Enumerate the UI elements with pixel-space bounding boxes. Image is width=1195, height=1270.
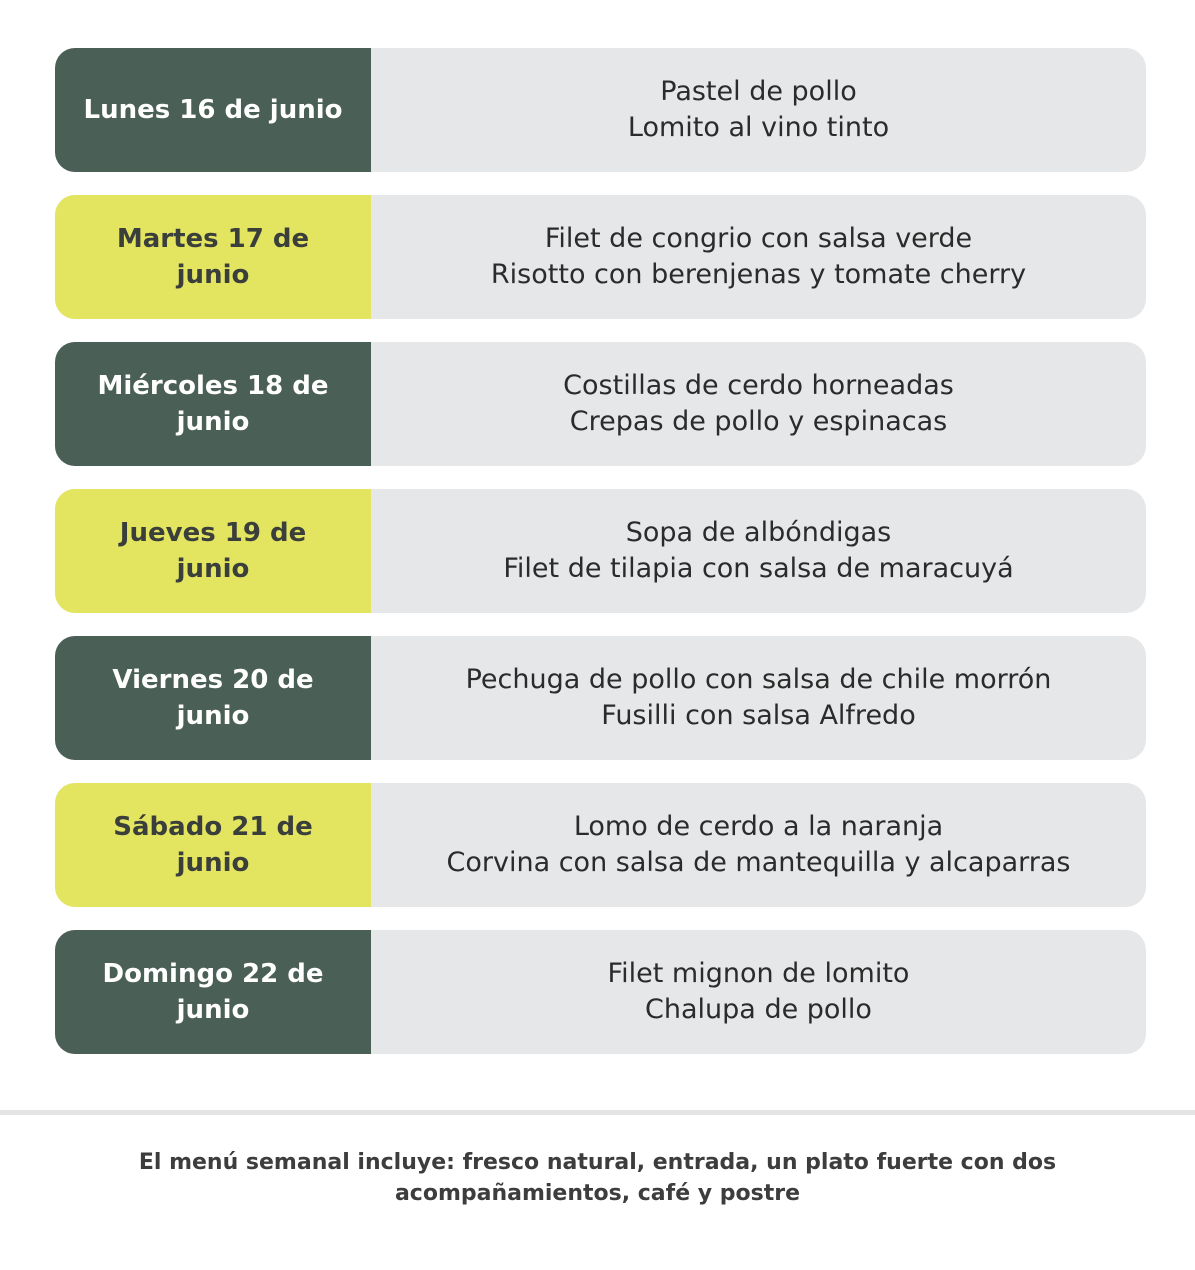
day-label: Viernes 20 de junio (55, 636, 371, 760)
menu-row-monday (55, 48, 1146, 172)
dish-item: Pechuga de pollo con salsa de chile morrón (465, 664, 1052, 695)
dish-item: Filet mignon de lomito (607, 958, 910, 989)
menu-row-sunday (55, 930, 1146, 1054)
day-label: Sábado 21 de junio (55, 783, 371, 907)
dish-item: Risotto con berenjenas y tomate cherry (490, 259, 1027, 290)
dish-list (371, 342, 1146, 466)
menu-includes-note: El menú semanal incluye: fresco natural, entrada, un plato fuerte con dos acompañamientos, café y postre (138, 1150, 1057, 1206)
day-label: Jueves 19 de junio (55, 489, 371, 613)
day-label: Miércoles 18 de junio (55, 342, 371, 466)
footer-divider (0, 1110, 1195, 1115)
dish-list (371, 783, 1146, 907)
dish-item: Pastel de pollo (660, 76, 857, 107)
day-label: Lunes 16 de junio (55, 48, 371, 172)
menu-row-thursday (55, 489, 1146, 613)
dish-item: Chalupa de pollo (645, 994, 872, 1025)
dish-item: Fusilli con salsa Alfredo (601, 700, 916, 731)
dish-list (371, 636, 1146, 760)
day-label: Domingo 22 de junio (55, 930, 371, 1054)
dish-item: Lomito al vino tinto (627, 112, 890, 143)
dish-item: Costillas de cerdo horneadas (563, 370, 954, 401)
dish-list (371, 489, 1146, 613)
dish-item: Lomo de cerdo a la naranja (573, 811, 944, 842)
dish-item: Crepas de pollo y espinacas (569, 406, 948, 437)
dish-item: Corvina con salsa de mantequilla y alcaparras (446, 847, 1071, 878)
dish-list (371, 930, 1146, 1054)
dish-list (371, 48, 1146, 172)
dish-item: Filet de congrio con salsa verde (544, 223, 973, 254)
dish-item: Filet de tilapia con salsa de maracuyá (503, 553, 1014, 584)
menu-row-saturday (55, 783, 1146, 907)
dish-list (371, 195, 1146, 319)
menu-row-friday (55, 636, 1146, 760)
menu-row-tuesday (55, 195, 1146, 319)
dish-item: Sopa de albóndigas (625, 517, 892, 548)
menu-row-wednesday (55, 342, 1146, 466)
weekly-menu-list (55, 48, 1146, 1077)
day-label: Martes 17 de junio (55, 195, 371, 319)
